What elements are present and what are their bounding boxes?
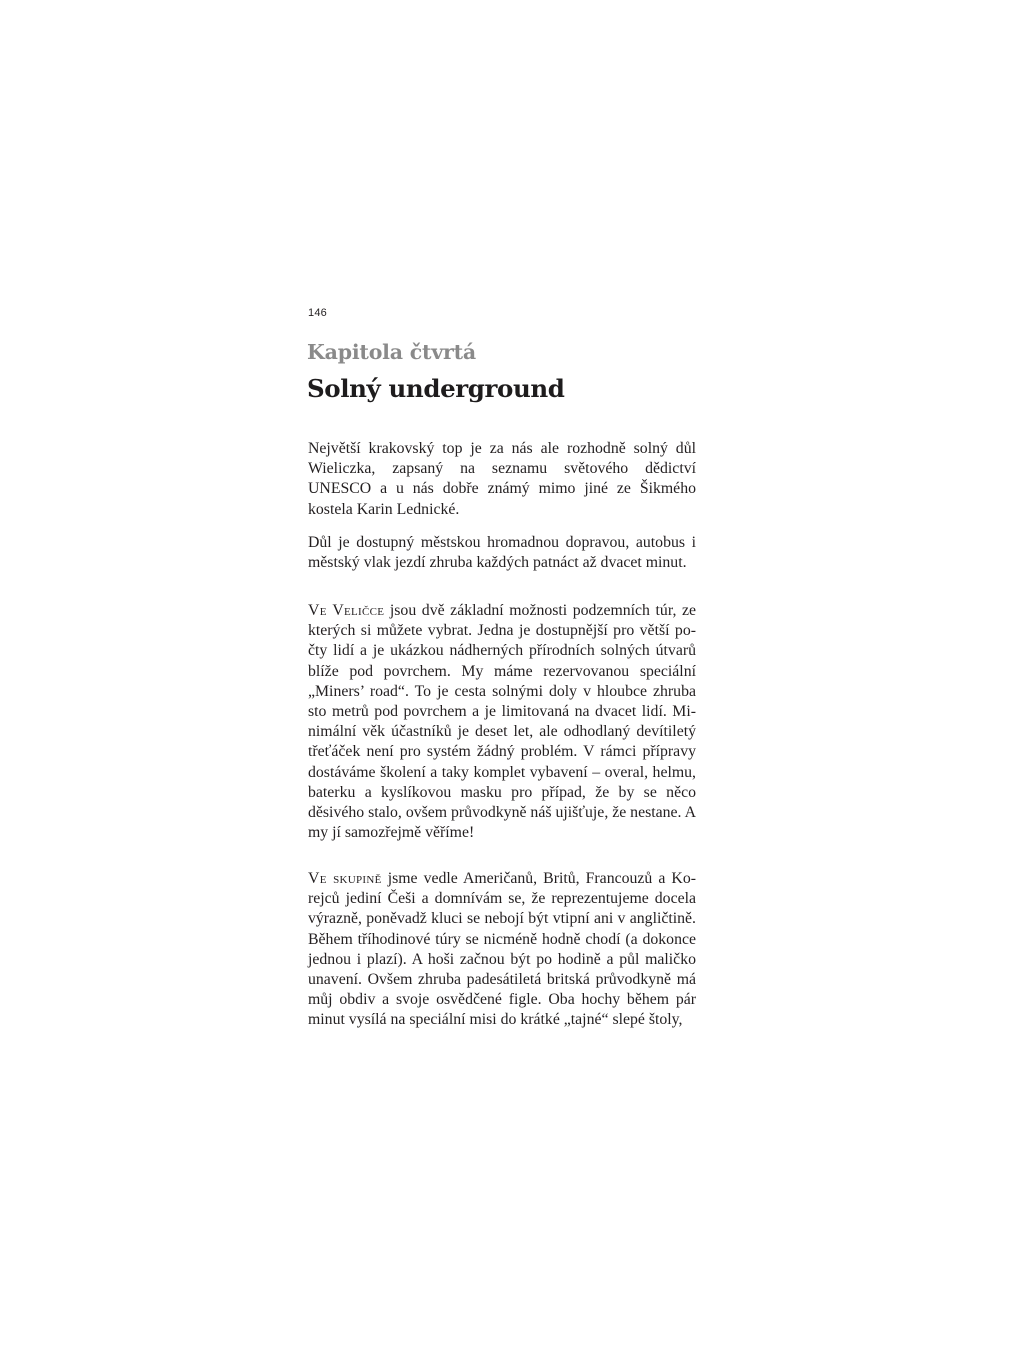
- paragraph-text: jsme vedle Američanů, Britů, Francouzů a Korejců jediní Češi a domnívám se, že reprezentujeme docela výrazně, poněvadž kluci se nebojí být vtipní ani v angličtině. Během tříhodinové túry se nicméně hodně chodí (a dokonce jednou i plazí). A hoši začnou být po hodině a půl maličko unavení. Ovšem zhruba padesátiletá britská průvodkyně má můj obdiv a svoje osvědčené figle. Oba hochy během pár minut vysílá na speciální misi do krátké „tajné“ slepé štoly,: [308, 870, 697, 1029]
- intro-section: [308, 439, 696, 573]
- section-skupina: [308, 869, 696, 1031]
- paragraph: Důl je dostupný městskou hromadnou dopravou, autobus i městský vlak jezdí zhruba každých patnáct až dvacet minut.: [308, 533, 696, 572]
- paragraph-lead: Ve skupině: [308, 870, 382, 887]
- section-velicka: [308, 601, 696, 843]
- chapter-title: Solný underground: [307, 374, 565, 403]
- paragraph: Největší krakovský top je za nás ale rozhodně solný důl Wieliczka, zapsaný na seznamu světového dědictví UNESCO a u nás dobře známý mimo jiné ze Šikmého kostela Karin Lednické.: [308, 440, 696, 518]
- paragraph-text: jsou dvě základní možnosti podzemních túr, ze kterých si můžete vybrat. Jedna je dostupnější pro větší počty lidí a je ukázkou nádherných přírodních solných útvarů blíže pod povrchem. My máme rezervovanou speciální „Miners’ road“. To je cesta solnými doly v hloubce zhruba sto metrů pod povrchem a je limitovaná na dvacet lidí. Minimální věk účastníků je deset let, ale odhodlaný devítiletý třeťáček není pro systém žádný problém. V rámci přípravy dostáváme školení a taky komplet vybavení – overal, helmu, baterku a kyslíkovou masku pro případ, že by se něco děsivého stalo, ovšem průvodkyně náš ujišťuje, že nestane. A my jí samozřejmě věříme!: [308, 602, 696, 842]
- paragraph: [308, 601, 696, 843]
- page-number: 146: [308, 307, 327, 319]
- paragraph-lead: Ve Veličce: [308, 602, 385, 619]
- paragraph: [308, 869, 696, 1031]
- chapter-label: Kapitola čtvrtá: [307, 340, 476, 364]
